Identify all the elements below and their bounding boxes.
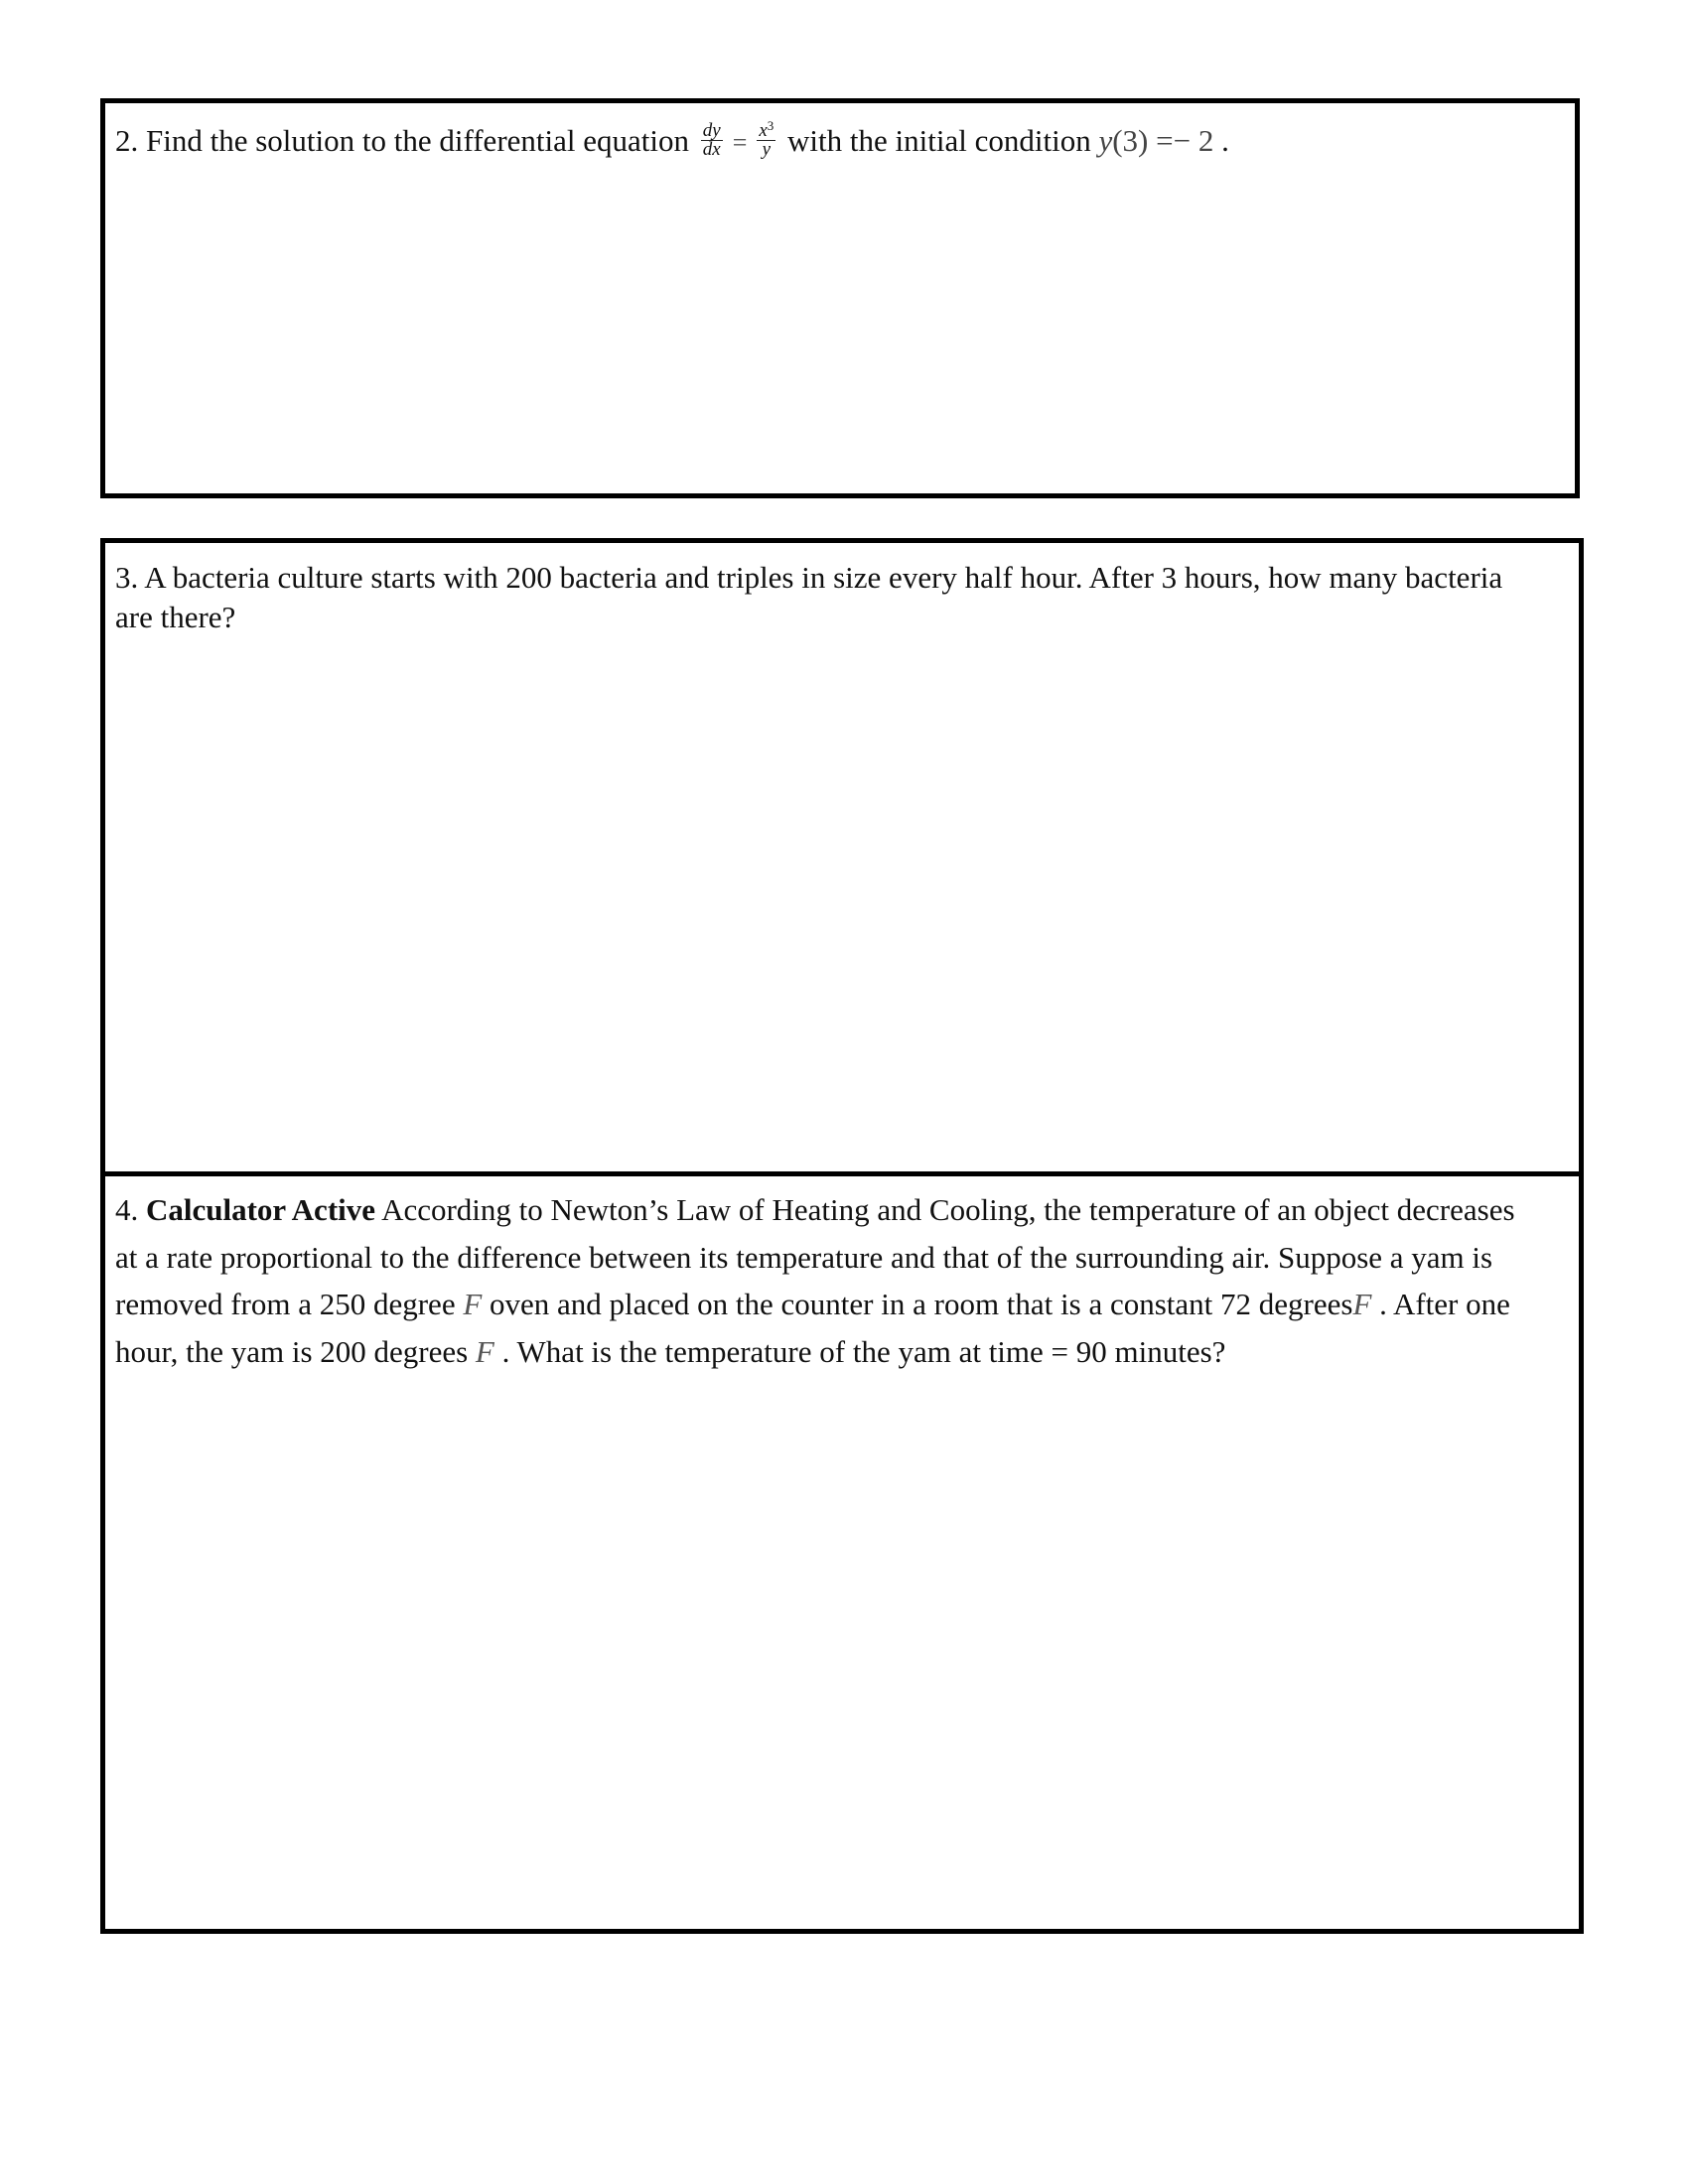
fraction-dy-dx-numerator: dy — [702, 120, 721, 142]
problem-4-segment-4: . What is the temperature of the yam at time = 90 minutes? — [493, 1333, 1226, 1369]
unit-fahrenheit: F — [463, 1287, 483, 1321]
problem-3-box — [100, 538, 1584, 1176]
unit-fahrenheit: F — [1352, 1287, 1372, 1321]
fraction-x3-y-denominator: y — [762, 139, 772, 161]
problem-3-text: 3. A bacteria culture starts with 200 bacteria and triples in size every half hour. After 3 hours, how many bacteria are there? — [115, 560, 1503, 634]
problem-4-box — [100, 1171, 1584, 1934]
problem-4-text — [115, 1186, 1541, 1375]
initial-condition-value: =− 2 — [1148, 123, 1214, 158]
calculator-active-label: Calculator Active — [146, 1192, 376, 1227]
numerator-exponent: 3 — [767, 118, 774, 134]
problem-2-end: . — [1213, 123, 1229, 158]
problem-2-text — [115, 117, 1537, 167]
unit-fahrenheit: F — [475, 1333, 494, 1369]
problem-4-segment-1: According to Newton’s Law of Heating and Cooling, the temperature of an object decreases at a rate proportional to the difference between its temperature and that of the surrounding air. Suppose a yam is removed from a 250 degree — [115, 1192, 1515, 1321]
initial-condition-function: y — [1098, 123, 1113, 158]
problem-4-segment-2: oven and placed on the counter in a room that is a constant 72 degrees — [482, 1287, 1353, 1321]
problem-4-number: 4. — [115, 1192, 146, 1227]
fraction-x3-y — [757, 118, 775, 161]
fraction-dy-dx-denominator: dx — [702, 139, 721, 161]
equals-sign: = — [732, 128, 748, 157]
problem-2-prefix: 2. Find the solution to the differential equation — [115, 123, 689, 158]
initial-condition-argument: (3) — [1112, 123, 1149, 158]
problem-2-box — [100, 98, 1580, 498]
problem-4-segment-3: . After one hour, the yam is 200 degrees — [115, 1287, 1510, 1369]
problem-2-middle: with the initial condition — [787, 123, 1091, 158]
fraction-dy-dx — [701, 122, 723, 159]
numerator-base: x — [759, 120, 768, 142]
